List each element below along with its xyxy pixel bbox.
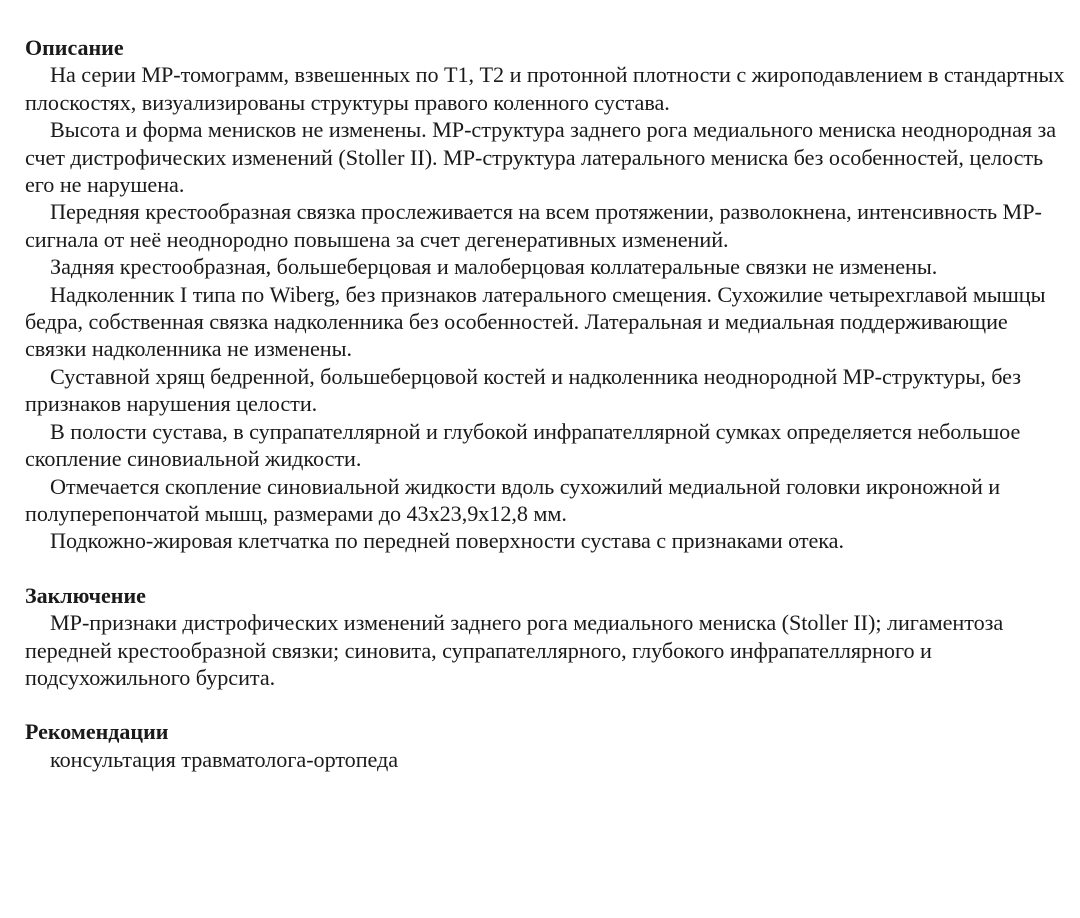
conclusion-section: [25, 582, 1070, 692]
description-paragraph: В полости сустава, в супрапателлярной и глубокой инфрапателлярной сумках определяется небольшое скопление синовиальной жидкости.: [25, 418, 1021, 472]
report-document: [25, 34, 1070, 773]
description-heading: Описание: [25, 35, 124, 60]
conclusion-paragraph: МР-признаки дистрофических изменений заднего рога медиального мениска (Stoller II); лигаментоза передней крестообразной связки; синовита, супрапателлярного, глубокого инфрапателлярного и подсухожильного бурсита.: [25, 610, 1004, 690]
recommendations-paragraph: консультация травматолога-ортопеда: [50, 746, 399, 772]
recommendations-section: [25, 718, 1070, 773]
description-paragraph: Суставной хрящ бедренной, большеберцовой костей и надколенника неоднородной МР-структуры, без признаков нарушения целости.: [25, 363, 1021, 417]
description-section: [25, 34, 1070, 555]
conclusion-heading: Заключение: [25, 582, 146, 608]
description-paragraph: Передняя крестообразная связка прослеживается на всем протяжении, разволокнена, интенсивность МР-сигнала от неё неоднородно повышена за счет дегенеративных изменений.: [25, 199, 1042, 252]
description-paragraph: Подкожно-жировая клетчатка по передней поверхности сустава с признаками отека.: [50, 528, 844, 554]
description-paragraph: Надколенник I типа по Wiberg, без признаков латерального смещения. Сухожилие четырехглавой мышцы бедра, собственная связка надколенника без особенностей. Латеральная и медиальная поддерживающие связки надколенника не изменены.: [25, 281, 1046, 362]
description-paragraph: На серии МР-томограмм, взвешенных по Т1, Т2 и протонной плотности с жироподавлением в стандартных плоскостях, визуализированы структуры правого коленного сустава.: [25, 62, 1065, 115]
description-paragraph: Высота и форма менисков не изменены. МР-структура заднего рога медиального мениска неоднородная за счет дистрофических изменений (Stoller II). МР-структура латерального мениска без особенностей, целость его не нарушена.: [25, 117, 1057, 198]
recommendations-heading: Рекомендации: [25, 719, 169, 745]
description-paragraph: Задняя крестообразная, большеберцовая и малоберцовая коллатеральные связки не изменены.: [50, 254, 938, 280]
description-paragraph: Отмечается скопление синовиальной жидкости вдоль сухожилий медиальной головки икроножной и полуперепончатой мышц, размерами до 43x23,9x12,8 мм.: [25, 473, 1001, 526]
